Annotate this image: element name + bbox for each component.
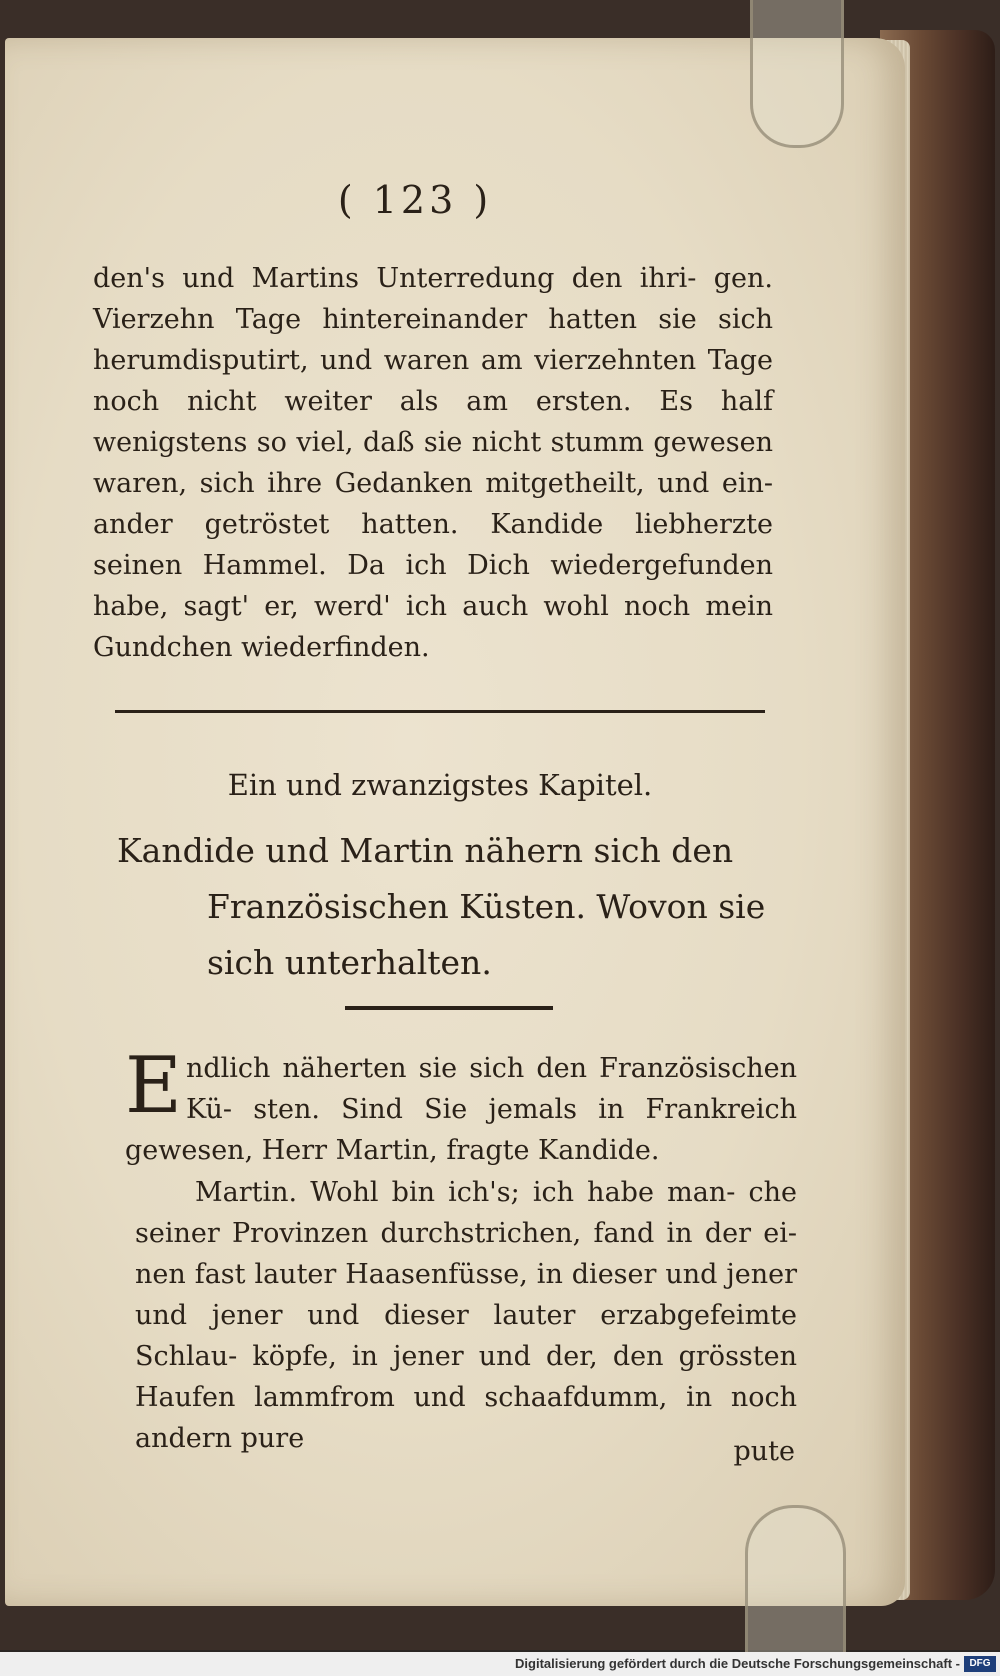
dfg-logo: DFG (964, 1656, 996, 1672)
page-clip-bottom (745, 1505, 846, 1658)
chapter-number: Ein und zwanzigstes Kapitel. (227, 768, 653, 802)
drop-cap: E (125, 1041, 182, 1131)
section-divider (115, 710, 765, 713)
chapter-title: Kandide und Martin nähern sich den Französischen Küsten. Wovon sie sich unterhalten. (117, 831, 766, 982)
credit-text: Digitalisierung gefördert durch die Deutsche Forschungsgemeinschaft - (515, 1656, 960, 1671)
paragraph-2-text: ndlich näherten sie sich den Französischen Kü- sten. Sind Sie jemals in Frankreich gewesen, Herr Martin, fragte Kandide. (125, 1053, 797, 1166)
page-clip-top (750, 0, 844, 148)
paragraph-3: Martin. Wohl bin ich's; ich habe man- che seiner Provinzen durchstrichen, fand in der ei- nen fast lauter Haasenfüsse, in dieser und jener und jener und dieser lauter erzabgefeimte Schlau- köpfe, in jener und der, den grössten Haufen lammfrom und schaafdumm, in noch andern pure (135, 1177, 797, 1454)
chapter-divider (345, 1006, 553, 1010)
catchword: pute (733, 1436, 795, 1467)
book-page (5, 38, 905, 1606)
paragraph-2 (125, 1041, 797, 1171)
paragraph-1: den's und Martins Unterredung den ihri- gen. Vierzehn Tage hintereinander hatten sie sich herumdisputirt, und waren am vierzehnten Tage noch nicht weiter als am ersten. Es half wenigstens so viel, daß sie nicht stumm gewesen waren, sich ihre Gedanken mitgetheilt, und ein- ander getröstet hatten. Kandide liebherzte seinen Hammel. Da ich Dich wiedergefunden habe, sagt' er, werd' ich auch wohl noch mein Gundchen wiederfinden. (93, 263, 773, 663)
digitization-credit (0, 1652, 1000, 1676)
page-number: ( 123 ) (337, 178, 493, 222)
